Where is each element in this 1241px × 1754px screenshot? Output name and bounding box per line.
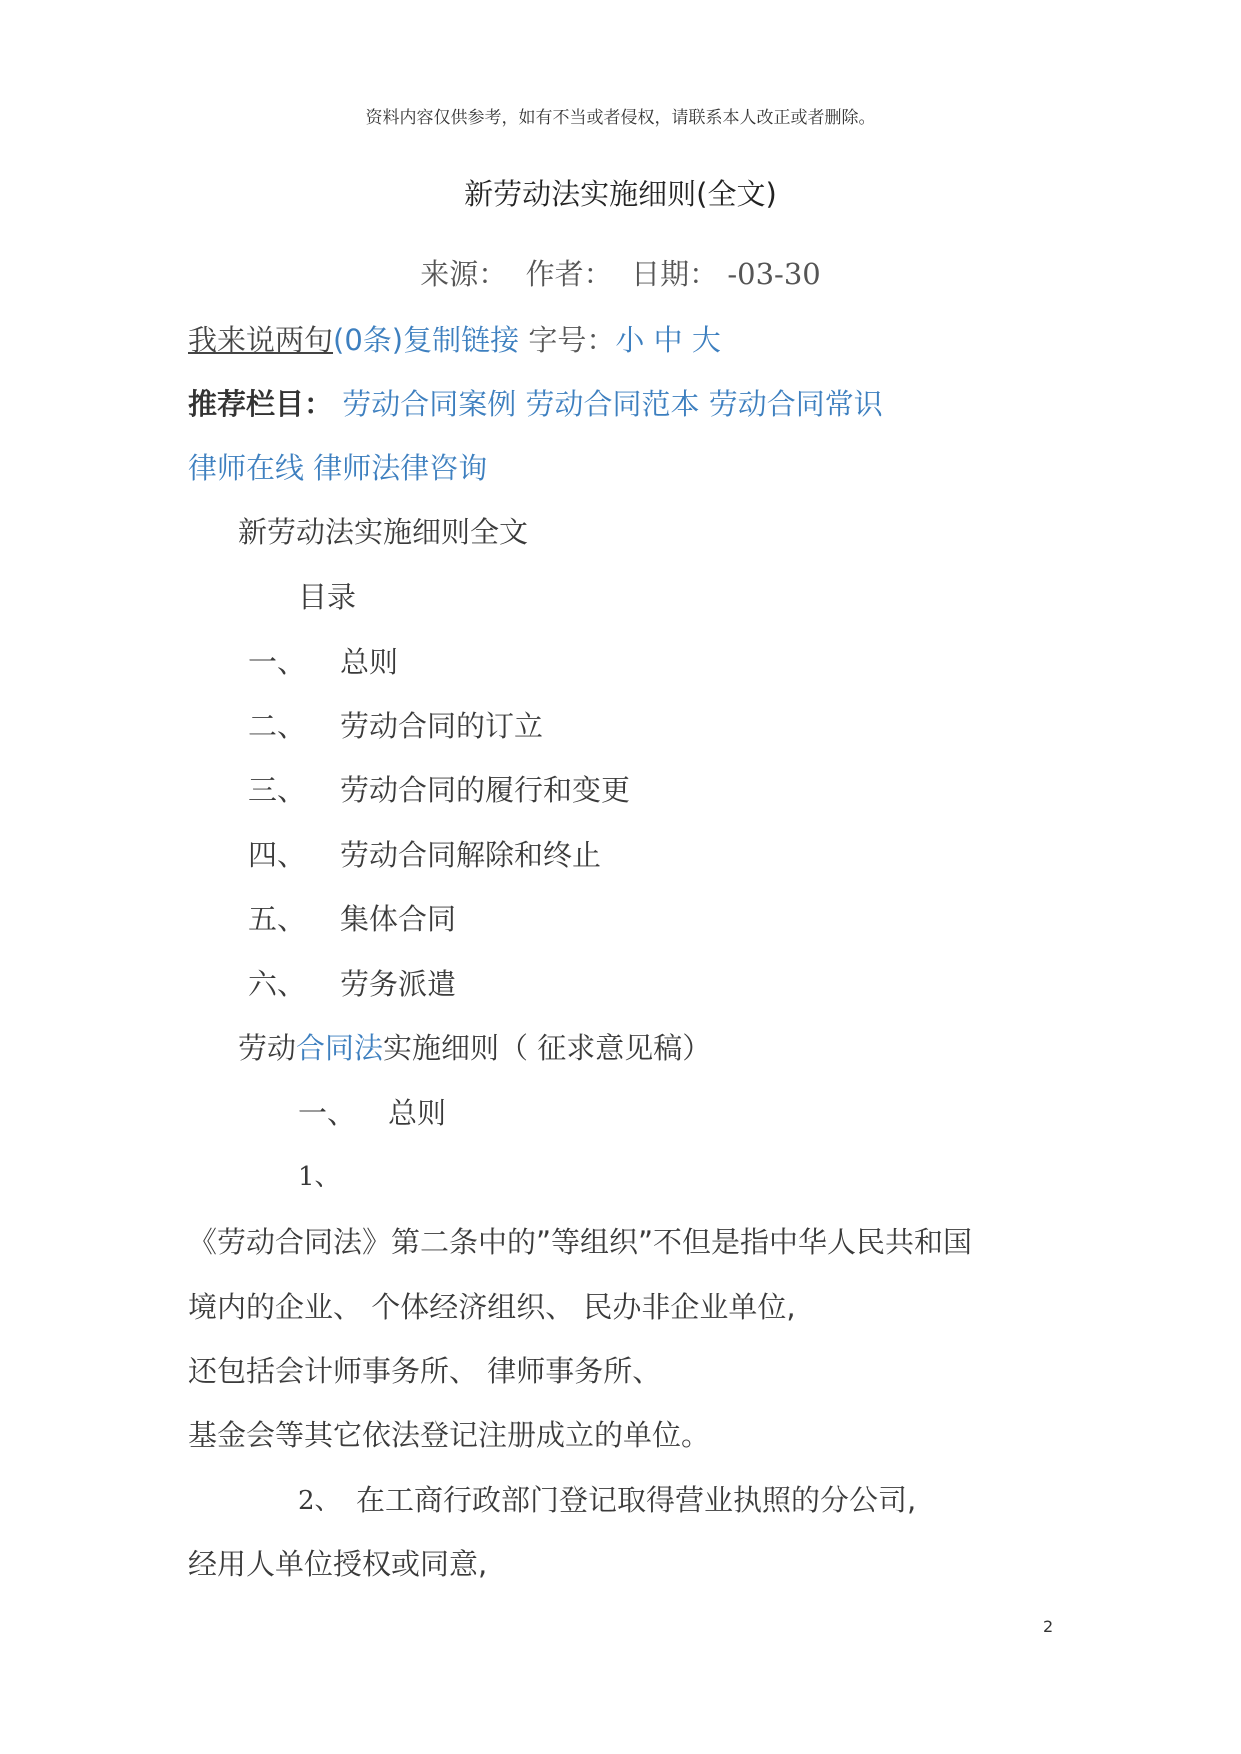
font-size-large-button[interactable]: 大 [691,323,721,357]
toc-number: 一、 [248,645,307,679]
toc-item [0,704,1241,744]
section-number: 一、 [298,1096,357,1130]
toc-item [0,768,1241,808]
recommend-row [188,382,883,423]
source-label: 来源： [420,257,508,291]
font-size-medium-button[interactable]: 中 [653,323,683,357]
toc-number: 四、 [248,838,307,872]
section-title: 总则 [388,1096,447,1130]
toc-item [0,962,1241,1002]
recommend-label: 推荐栏目： [188,387,334,421]
paragraph-line: 经用人单位授权或同意, [188,1547,488,1581]
subtitle-pre: 劳动 [238,1031,297,1065]
recommend-link-lawyer-online[interactable]: 律师在线 [188,451,305,485]
subtitle-post: 实施细则（ 征求意见稿） [383,1031,712,1065]
recommend-link-cases[interactable]: 劳动合同案例 [342,387,517,421]
toc-item [0,640,1241,680]
article-title: 新劳动法实施细则(全文) [464,177,777,211]
toc-title: 目录 [298,580,357,614]
copy-link-button[interactable]: 复制链接 [403,323,520,357]
paragraph-line: 境内的企业、 个体经济组织、 民办非企业单位, [188,1290,796,1324]
comment-link[interactable]: 我来说两句 [188,323,334,357]
font-size-small-button[interactable]: 小 [615,323,645,357]
toc-text: 劳动合同解除和终止 [340,838,602,872]
date-label: 日期： [631,257,719,291]
toc-number: 二、 [248,709,307,743]
toc-item [0,833,1241,873]
toc-number: 五、 [248,902,307,936]
toc-number: 六、 [248,967,307,1001]
toc-text: 劳动合同的订立 [340,709,544,743]
item-1-number: 1、 [298,1162,341,1192]
recommend-link-legal-consult[interactable]: 律师法律咨询 [313,451,488,485]
toc-text: 劳动合同的履行和变更 [340,773,631,807]
item-2-number: 2、 [298,1486,341,1516]
font-size-label: 字号： [528,323,616,357]
paragraph-line: 还包括会计师事务所、 律师事务所、 [188,1354,662,1388]
page-number: 2 [1043,1617,1054,1636]
body-heading: 新劳动法实施细则全文 [238,515,529,549]
contract-law-link[interactable]: 合同法 [296,1031,384,1065]
toc-item [0,897,1241,937]
paragraph-line: 基金会等其它依法登记注册成立的单位。 [188,1418,711,1452]
date-value: -03-30 [727,257,821,291]
recommend-link-knowledge[interactable]: 劳动合同常识 [708,387,883,421]
toc-text: 劳务派遣 [340,967,457,1001]
comment-count[interactable]: (0条) [333,323,404,357]
subtitle [238,1026,711,1067]
toc-text: 总则 [340,645,399,679]
author-label: 作者： [525,257,613,291]
paragraph-line: 在工商行政部门登记取得营业执照的分公司, [356,1483,917,1517]
article-meta [0,252,1241,293]
section-heading [298,1091,356,1132]
toc-number: 三、 [248,773,307,807]
recommend-row-2 [188,446,487,487]
article-toolbar [188,318,721,359]
toc-text: 集体合同 [340,902,457,936]
recommend-link-templates[interactable]: 劳动合同范本 [525,387,700,421]
paragraph-line: 《劳动合同法》第二条中的”等组织”不但是指中华人民共和国 [188,1225,973,1259]
page-disclaimer: 资料内容仅供参考，如有不当或者侵权，请联系本人改正或者删除。 [365,108,876,128]
